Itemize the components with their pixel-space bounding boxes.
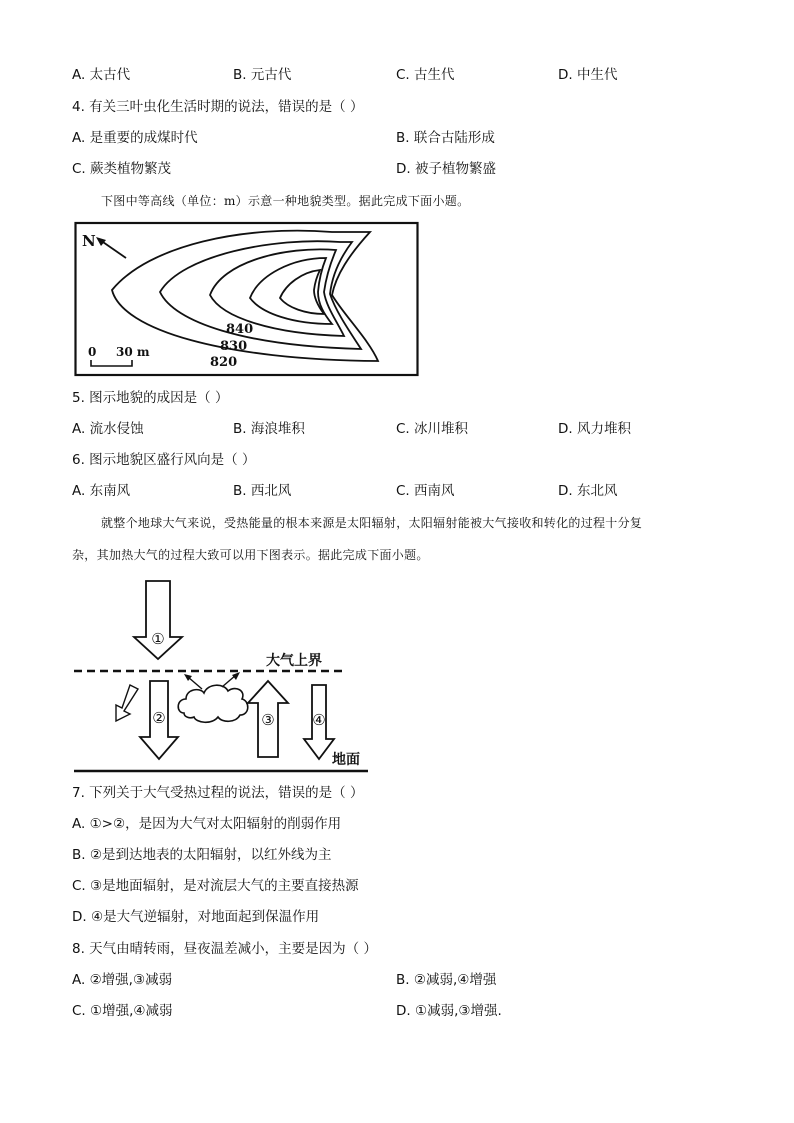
q5-option-d: D. 风力堆积 — [558, 421, 631, 437]
q5-option-a: A. 流水侵蚀 — [72, 421, 144, 437]
reflected-arrow-icon — [116, 685, 138, 721]
q6-stem: 6. 图示地貌区盛行风向是（ ） — [72, 452, 256, 468]
q7-option-b: B. ②是到达地表的太阳辐射，以红外线为主 — [72, 847, 332, 863]
q8-option-d: D. ①减弱,③增强. — [396, 1003, 502, 1019]
atmosphere-intro-line1: 就整个地球大气来说，受热能量的根本来源是太阳辐射，太阳辐射能被大气接收和转化的过程十分复 — [101, 516, 643, 530]
q4-option-c: C. 蕨类植物繁茂 — [72, 161, 172, 177]
q5-option-b: B. 海浪堆积 — [233, 421, 305, 437]
q5-stem: 5. 图示地貌的成因是（ ） — [72, 390, 229, 406]
north-label: N — [82, 232, 96, 250]
arrow-1-label: ① — [151, 630, 165, 648]
q7-option-d: D. ④是大气逆辐射，对地面起到保温作用 — [72, 909, 320, 925]
q5-option-c: C. 冰川堆积 — [396, 421, 469, 437]
contour-map-figure — [74, 220, 420, 378]
q3-option-c: C. 古生代 — [396, 67, 455, 83]
q8-option-b: B. ②减弱,④增强 — [396, 972, 497, 988]
q6-option-b: B. 西北风 — [233, 483, 292, 499]
q8-stem: 8. 天气由晴转雨，昼夜温差减小，主要是因为（ ） — [72, 941, 377, 957]
contour-label-840: 840 — [226, 322, 254, 337]
cloud-icon — [178, 685, 248, 722]
q8-option-c: C. ①增强,④减弱 — [72, 1003, 173, 1019]
atmosphere-diagram — [72, 575, 372, 775]
arrow-2-label: ② — [152, 709, 166, 727]
q6-option-d: D. 东北风 — [558, 483, 618, 499]
q4-option-a: A. 是重要的成煤时代 — [72, 130, 198, 146]
atmosphere-top-label: 大气上界 — [266, 653, 322, 669]
q6-option-c: C. 西南风 — [396, 483, 455, 499]
contour-label-820: 820 — [210, 355, 238, 370]
q3-option-d: D. 中生代 — [558, 67, 618, 83]
q4-stem: 4. 有关三叶虫化生活时期的说法，错误的是（ ） — [72, 99, 364, 115]
q3-option-a: A. 太古代 — [72, 67, 131, 83]
q3-option-b: B. 元古代 — [233, 67, 292, 83]
atmosphere-intro-line2: 杂，其加热大气的过程大致可以用下图表示。据此完成下面小题。 — [72, 548, 429, 562]
q7-option-c: C. ③是地面辐射，是对流层大气的主要直接热源 — [72, 878, 359, 894]
q8-option-a: A. ②增强,③减弱 — [72, 972, 173, 988]
scale-zero: 0 — [88, 345, 97, 359]
scale-value: 30 m — [116, 345, 150, 359]
q4-option-d: D. 被子植物繁盛 — [396, 161, 496, 177]
ground-label: 地面 — [332, 752, 360, 768]
q4-option-b: B. 联合古陆形成 — [396, 130, 495, 146]
q7-stem: 7. 下列关于大气受热过程的说法，错误的是（ ） — [72, 785, 364, 801]
q7-option-a: A. ①>②，是因为大气对太阳辐射的削弱作用 — [72, 816, 342, 832]
arrow-3-label: ③ — [261, 711, 275, 729]
arrow-4-label: ④ — [312, 711, 326, 729]
contour-label-830: 830 — [220, 339, 248, 354]
contour-intro: 下图中等高线（单位：m）示意一种地貌类型。据此完成下面小题。 — [101, 194, 470, 208]
q6-option-a: A. 东南风 — [72, 483, 131, 499]
